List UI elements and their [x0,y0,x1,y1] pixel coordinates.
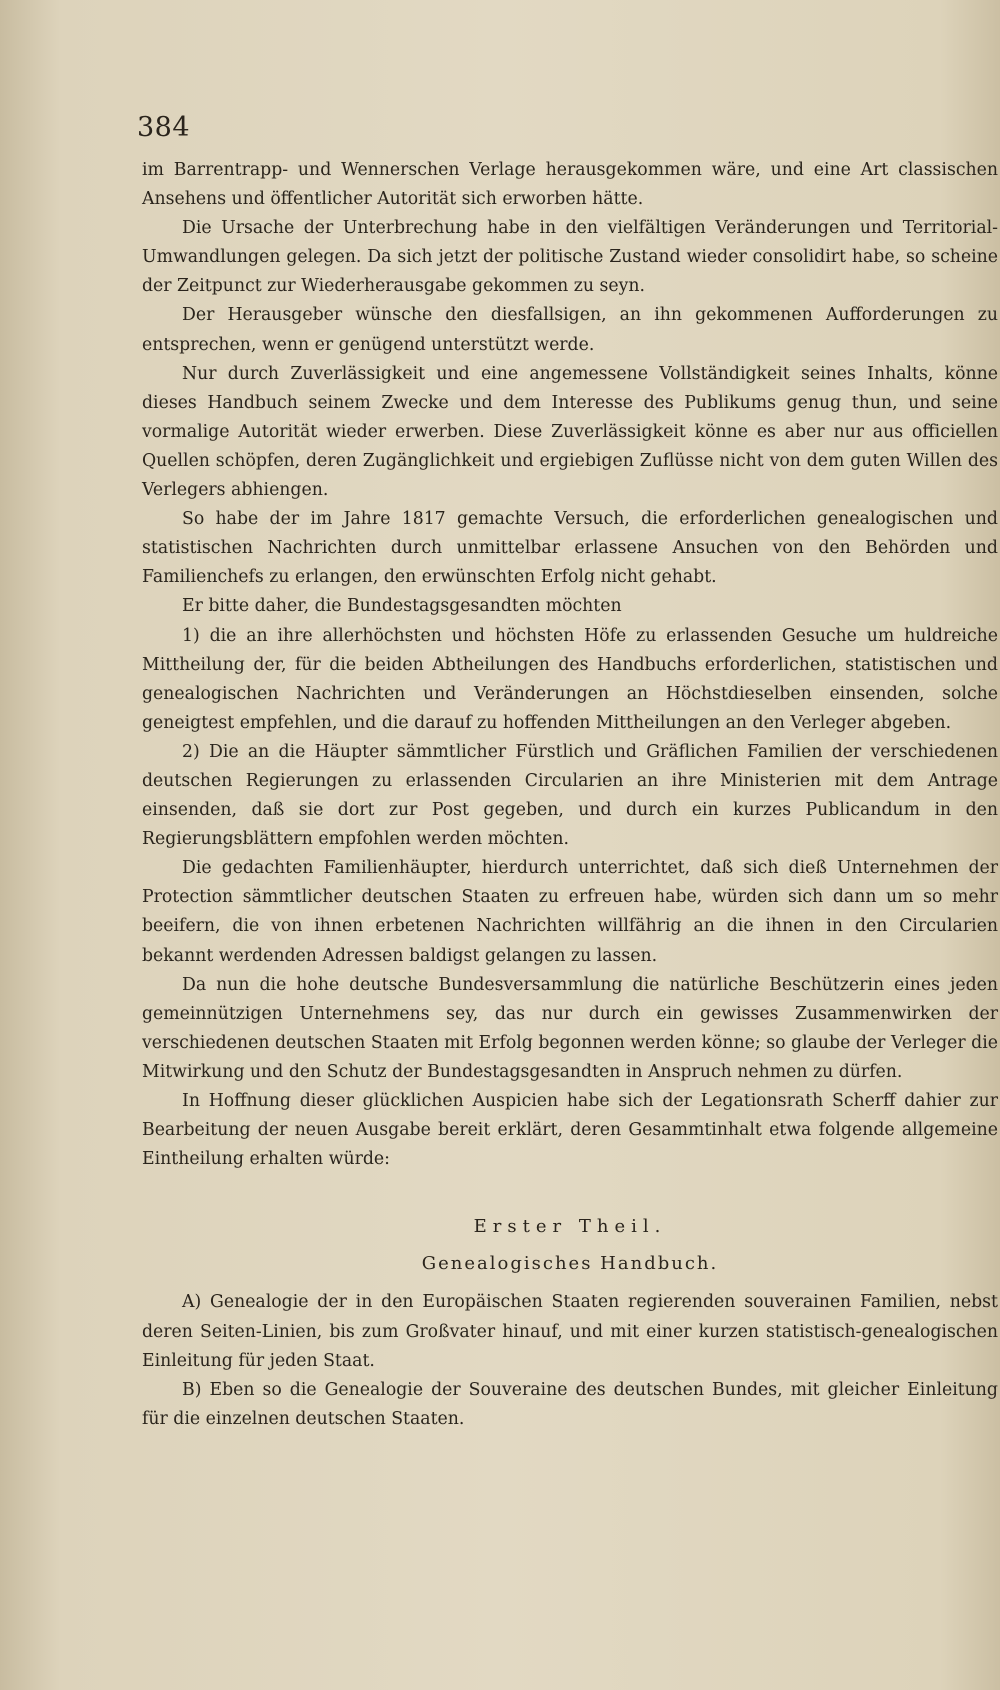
page-text [142,156,998,1434]
section-list-item: A) Genealogie der in den Europäischen Staaten regierenden souverainen Familien, nebst deren Seiten-Linien, bis zum Großvater hinauf, und mit einer kurzen statistisch-genealogischen Einleitung für jeden Staat. [142,1292,998,1371]
numbered-item: 2) Die an die Häupter sämmtlicher Fürstlich und Gräflichen Familien der verschiedenen deutschen Regierungen zu erlassenden Circularien an ihre Ministerien mit dem Antrage einsenden, daß sie dort zur Post gegeben, und durch ein kurzes Publicandum in den Regierungsblättern empfohlen werden möchten. [142,741,998,850]
section-list-item: B) Eben so die Genealogie der Souveraine des deutschen Bundes, mit gleicher Einleitung für die einzelnen deutschen Staaten. [142,1379,998,1429]
paragraph: Die Ursache der Unterbrechung habe in den vielfältigen Veränderungen und Territorial-Umwandlungen gelegen. Da sich jetzt der politische Zustand wieder consolidirt habe, so scheine der Zeitpunct zur Wiederherausgabe gekommen zu seyn. [142,218,998,297]
paragraph: Der Herausgeber wünsche den diesfallsigen, an ihn gekommenen Aufforderungen zu entsprechen, wenn er genügend unterstützt werde. [142,305,998,355]
paragraph: Die gedachten Familienhäupter, hierdurch unterrichtet, daß sich dieß Unternehmen der Protection sämmtlicher deutschen Staaten zu erfreuen habe, würden sich dann um so mehr beeifern, die von ihnen erbetenen Nachrichten willfährig an die ihnen in den Circularien bekannt werdenden Adressen baldigst gelangen zu lassen. [142,858,998,966]
paragraph: In Hoffnung dieser glücklichen Auspicien habe sich der Legationsrath Scherff dahier zur Bearbeitung der neuen Ausgabe bereit erklärt, deren Gesammtinhalt etwa folgende allgemeine Eintheilung erhalten würde: [142,1091,998,1170]
paragraph: im Barrentrapp- und Wennerschen Verlage herausgekommen wäre, und eine Art classischen Ansehens und öffentlicher Autorität sich erworben hätte. [142,160,998,210]
section-heading: Erster Theil. [473,1216,667,1238]
paragraph: Nur durch Zuverlässigkeit und eine angemessene Vollständigkeit seines Inhalts, könne dieses Handbuch seinem Zwecke und dem Interesse des Publikums genug thun, und seine vormalige Autorität wieder erwerben. Diese Zuverlässigkeit könne es aber nur aus officiellen Quellen schöpfen, deren Zugänglichkeit und ergiebigen Zuflüsse nicht von dem guten Willen des Verlegers abhiengen. [142,363,998,501]
paragraph: Da nun die hohe deutsche Bundesversammlung die natürliche Beschützerin eines jeden gemeinnützigen Unternehmens sey, das nur durch ein gewisses Zusammenwirken der verschiedenen deutschen Staaten mit Erfolg begonnen werden könne; so glaube der Verleger die Mitwirkung und den Schutz der Bundestagsgesandten in Anspruch nehmen zu dürfen. [142,974,998,1082]
page-number: 384 [137,112,191,143]
section-subheading: Genealogisches Handbuch. [421,1253,719,1275]
paragraph: So habe der im Jahre 1817 gemachte Versuch, die erforderlichen genealogischen und statistischen Nachrichten durch unmittelbar erlassene Ansuchen von den Behörden und Familienchefs zu erlangen, den erwünschten Erfolg nicht gehabt. [142,509,998,588]
paragraph: Er bitte daher, die Bundestagsgesandten möchten [182,596,622,617]
numbered-item: 1) die an ihre allerhöchsten und höchsten Höfe zu erlassenden Gesuche um huldreiche Mittheilung der, für die beiden Abtheilungen des Handbuchs erforderlichen, statistischen und genealogischen Nachrichten und Veränderungen an Höchstdieselben einsenden, solche geneigtest empfehlen, und die darauf zu hoffenden Mittheilungen an den Verleger abgeben. [142,625,998,733]
